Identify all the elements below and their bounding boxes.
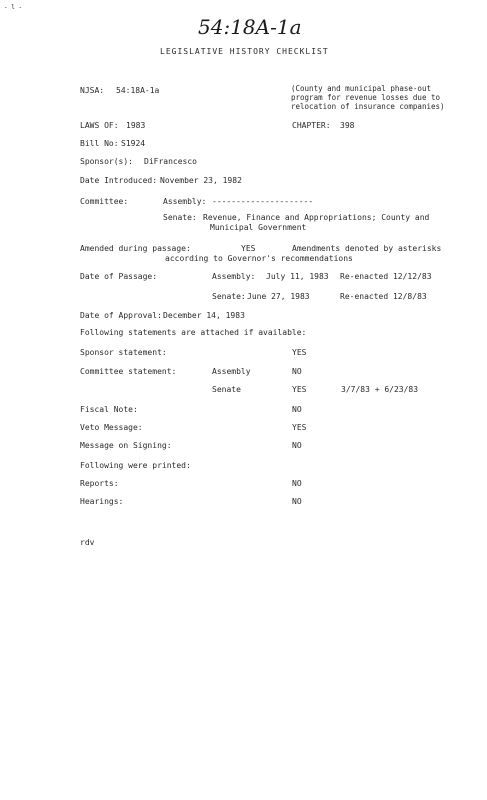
passage-senate-reenacted: Re-enacted 12/8/83 <box>340 292 427 301</box>
committee-senate-line2: Municipal Government <box>210 223 307 232</box>
njsa-value: 54:18A-1a <box>116 86 160 95</box>
njsa-label: NJSA: <box>80 86 105 95</box>
message-signing-value: NO <box>292 441 302 450</box>
handwritten-id: 54:18A-1a <box>198 15 302 39</box>
subject-note-line: relocation of insurance companies) <box>291 102 445 111</box>
subject-note-line: program for revenue losses due to <box>291 93 441 102</box>
sponsor-statement-value: YES <box>292 348 307 357</box>
amended-value: YES <box>241 244 256 253</box>
laws-value: 1983 <box>126 121 146 130</box>
passage-label: Date of Passage: <box>80 272 158 281</box>
veto-message-value: YES <box>292 423 307 432</box>
fiscal-note-value: NO <box>292 405 302 414</box>
date-introduced-value: November 23, 1982 <box>160 176 242 185</box>
committee-senate-line1: Revenue, Finance and Appropriations; County and <box>203 213 430 222</box>
committee-statement-senate-label: Senate <box>212 385 241 394</box>
sponsors-value: DiFrancesco <box>144 157 197 166</box>
committee-statement-assembly-label: Assembly <box>212 367 251 376</box>
passage-assembly-value: July 11, 1983 <box>266 272 329 281</box>
fiscal-note-label: Fiscal Note: <box>80 405 138 414</box>
committee-assembly-label: Assembly: <box>163 197 207 206</box>
amended-note-line1: Amendments denoted by asterisks <box>292 244 442 253</box>
sponsor-statement-label: Sponsor statement: <box>80 348 167 357</box>
committee-statement-senate-value: YES <box>292 385 307 394</box>
attached-header: Following statements are attached if available: <box>80 328 307 337</box>
approval-label: Date of Approval: <box>80 311 162 320</box>
veto-message-label: Veto Message: <box>80 423 143 432</box>
chapter-value: 398 <box>340 121 355 130</box>
committee-senate-label: Senate: <box>163 213 197 222</box>
subject-note <box>291 84 445 111</box>
corner-mark: - l - <box>4 4 23 11</box>
bill-label: Bill No: <box>80 139 119 148</box>
committee-statement-assembly-value: NO <box>292 367 302 376</box>
approval-value: December 14, 1983 <box>163 311 245 320</box>
chapter-label: CHAPTER: <box>292 121 331 130</box>
committee-statement-label: Committee statement: <box>80 367 177 376</box>
date-introduced-label: Date Introduced: <box>80 176 158 185</box>
reports-label: Reports: <box>80 479 119 488</box>
amended-note-line2: according to Governor's recommendations <box>165 254 353 263</box>
page-title: LEGISLATIVE HISTORY CHECKLIST <box>160 47 329 56</box>
committee-assembly-value: --------------------- <box>212 197 314 206</box>
committee-statement-senate-dates: 3/7/83 + 6/23/83 <box>341 385 419 394</box>
message-signing-label: Message on Signing: <box>80 441 172 450</box>
printed-header: Following were printed: <box>80 461 191 470</box>
typist-initials: rdv <box>80 538 95 547</box>
subject-note-line: (County and municipal phase-out <box>291 84 431 93</box>
committee-label: Committee: <box>80 197 129 206</box>
passage-senate-label: Senate: <box>212 292 246 301</box>
bill-value: S1924 <box>121 139 146 148</box>
amended-label: Amended during passage: <box>80 244 191 253</box>
passage-assembly-label: Assembly: <box>212 272 256 281</box>
passage-assembly-reenacted: Re-enacted 12/12/83 <box>340 272 432 281</box>
hearings-value: NO <box>292 497 302 506</box>
sponsors-label: Sponsor(s): <box>80 157 133 166</box>
laws-label: LAWS OF: <box>80 121 119 130</box>
reports-value: NO <box>292 479 302 488</box>
passage-senate-value: June 27, 1983 <box>247 292 310 301</box>
hearings-label: Hearings: <box>80 497 124 506</box>
